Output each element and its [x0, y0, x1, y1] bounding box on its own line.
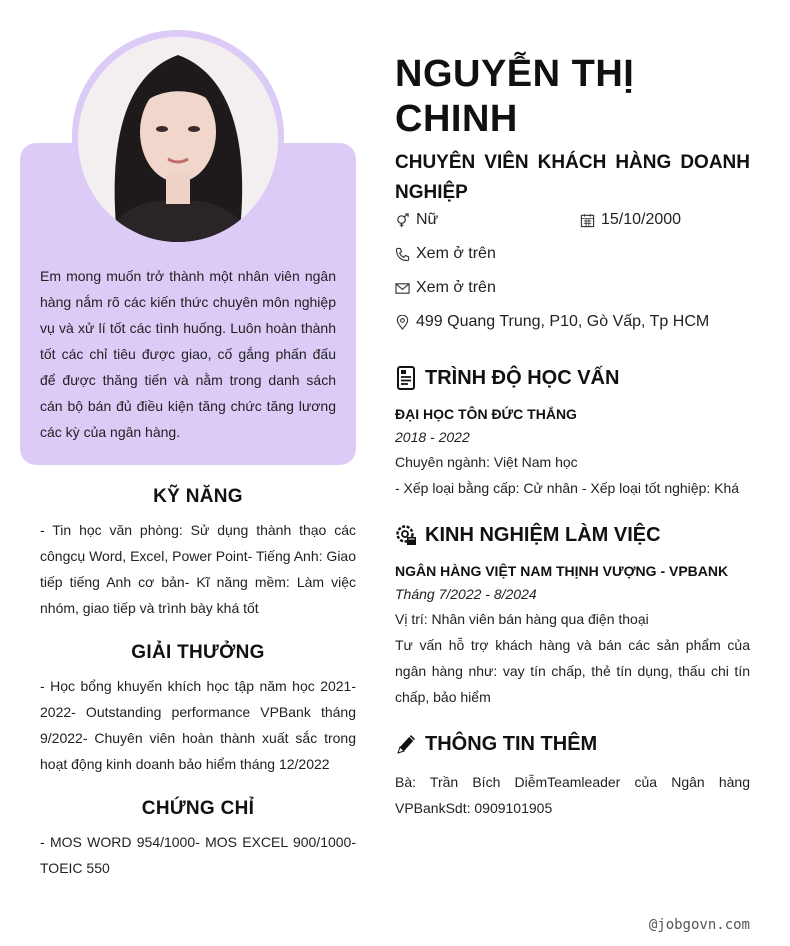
experience-position: Vị trí: Nhân viên bán hàng qua điện thoại: [395, 611, 649, 627]
email-value: Xem ở trên: [416, 279, 496, 296]
watermark: @jobgovn.com: [648, 917, 750, 933]
job-title: CHUYÊN VIÊN KHÁCH HÀNG DOANH NGHIỆP: [395, 152, 750, 203]
certificates-body: - MOS WORD 954/1000- MOS EXCEL 900/1000- TOEIC 550: [40, 834, 356, 876]
address-row: [395, 313, 709, 331]
avatar: [78, 37, 278, 242]
skills-body: - Tin học văn phòng: Sử dụng thành thạo các côngcụ Word, Excel, Power Point- Tiếng Anh: Giao tiếp tiếng Anh cơ bản- Kĩ năng mềm: Làm việc nhóm, giao tiếp và trình bày khá tốt: [40, 522, 356, 616]
phone-value: Xem ở trên: [416, 245, 496, 262]
document-icon: [395, 366, 417, 390]
birthdate-value: 15/10/2000: [601, 211, 682, 228]
education-grade: - Xếp loại bằng cấp: Cử nhân - Xếp loại tốt nghiệp: Khá: [395, 480, 740, 496]
additional-body: Bà: Trần Bích DiễmTeamleader của Ngân hàng VPBankSdt: 0909101905: [395, 774, 750, 816]
birthdate-row: [580, 211, 681, 229]
email-row: [395, 279, 496, 297]
education-title: TRÌNH ĐỘ HỌC VẤN: [425, 366, 620, 389]
phone-row: [395, 245, 496, 263]
awards-title: GIẢI THƯỞNG: [131, 642, 265, 663]
career-objective: Em mong muốn trở thành một nhân viên ngân hàng nắm rõ các kiến thức chuyên môn nghiệp vụ và xử lí tốt các tình huống. Luôn hoàn thành tốt các chỉ tiêu được giao, cố gắng phấn đấu để được thăng tiến và nằm trong danh sách cán bộ bán đủ điều kiện tăng chức tăng lương các kỳ của ngân hàng.: [40, 268, 336, 440]
badge-gear-icon: [395, 523, 417, 547]
education-school: ĐẠI HỌC TÔN ĐỨC THẮNG: [395, 406, 577, 422]
gender-value: Nữ: [416, 211, 439, 228]
experience-company: NGÂN HÀNG VIỆT NAM THỊNH VƯỢNG - VPBANK: [395, 563, 729, 579]
experience-period: Tháng 7/2022 - 8/2024: [395, 586, 537, 602]
education-header: [395, 366, 619, 390]
location-pin-icon: [395, 315, 410, 330]
education-period: 2018 - 2022: [395, 429, 470, 445]
calendar-icon: [580, 213, 595, 228]
gender-row: [395, 211, 438, 229]
envelope-icon: [395, 281, 410, 296]
experience-description: Tư vấn hỗ trợ khách hàng và bán các sản phẩm của ngân hàng như: vay tín chấp, thẻ tín dụng, thấu chi tín chấp, bảo hiểm: [395, 637, 750, 705]
certificates-title: CHỨNG CHỈ: [141, 798, 255, 819]
phone-icon: [395, 247, 410, 262]
pencil-icon: [395, 732, 417, 756]
awards-body: - Học bổng khuyến khích học tập năm học 2021-2022- Outstanding performance VPBank tháng 9/2022- Chuyên viên hoàn thành xuất sắc trong hoạt động kinh doanh bảo hiểm tháng 12/2022: [40, 678, 356, 772]
gender-icon: [395, 213, 410, 228]
experience-header: [395, 523, 661, 547]
address-value: 499 Quang Trung, P10, Gò Vấp, Tp HCM: [416, 313, 710, 330]
additional-header: [395, 732, 597, 756]
candidate-name: NGUYỄN THỊ CHINH: [395, 53, 635, 140]
additional-title: THÔNG TIN THÊM: [425, 732, 598, 755]
experience-title: KINH NGHIỆM LÀM VIỆC: [425, 523, 661, 546]
education-major: Chuyên ngành: Việt Nam học: [395, 454, 578, 470]
skills-title: KỸ NĂNG: [153, 486, 243, 507]
